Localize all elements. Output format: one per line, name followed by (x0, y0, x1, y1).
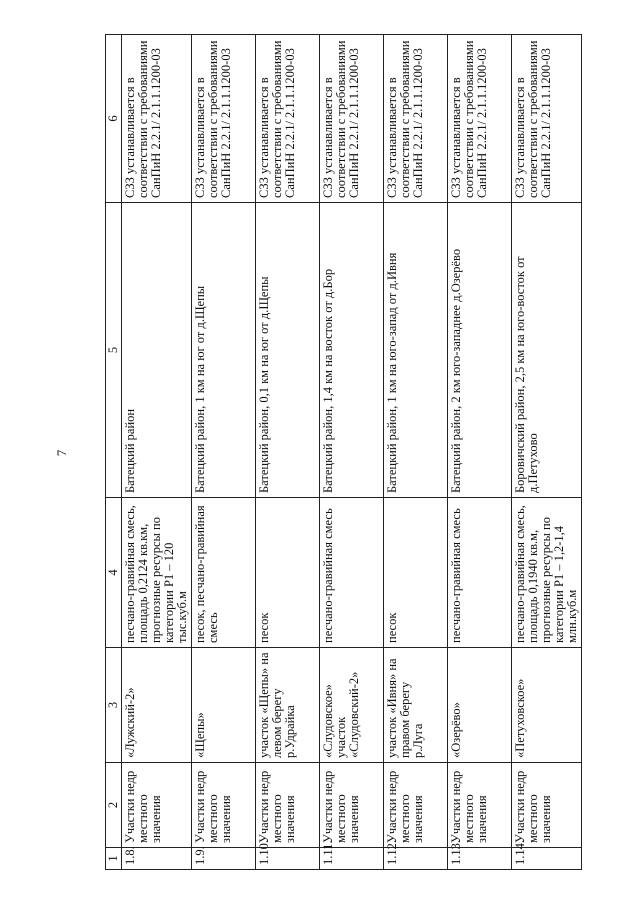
table-frame (105, 35, 579, 870)
table-row (384, 35, 448, 870)
header-cell: 4 (106, 498, 122, 648)
resource: песок (384, 498, 448, 648)
table-row (448, 35, 512, 870)
site-type: Участки недр местного значения (320, 763, 384, 848)
location: Батецкий район, 2 км юго-западнее д.Озерёво (448, 203, 512, 498)
header-row (106, 35, 122, 870)
szz-note: СЗЗ устанавливается в соответствии с требованиями СанПиН 2.2.1/ 2.1.1.1200-03 (384, 35, 448, 203)
location: Батецкий район (122, 203, 192, 498)
table-row (122, 35, 192, 870)
page-number: 7 (54, 449, 69, 457)
szz-note: СЗЗ устанавливается в соответствии с требованиями СанПиН 2.2.1/ 2.1.1.1200-03 (256, 35, 320, 203)
mineral-sites-table (105, 34, 582, 870)
row-number: 1.12. (384, 848, 448, 870)
site-name: участок «Щепы» на левом берегу р.Удрайка (256, 648, 320, 763)
location: Батецкий район, 1 км на юг от д.Щепы (192, 203, 256, 498)
site-type: Участки недр местного значения (512, 763, 582, 848)
header-cell: 5 (106, 203, 122, 498)
resource: песчано-гравийная смесь, площадь 0,2124 кв.км, прогнозные ресурсы по категории P1 – 120 тыс.куб.м (122, 498, 192, 648)
resource: песок, песчано-гравийная смесь (192, 498, 256, 648)
table-row (256, 35, 320, 870)
site-name: «Щепы» (192, 648, 256, 763)
site-name: «Слудовское» участок «Слудовский-2» (320, 648, 384, 763)
location: Батецкий район, 1,4 км на восток от д.Бор (320, 203, 384, 498)
szz-note: СЗЗ устанавливается в соответствии с требованиями СанПиН 2.2.1/ 2.1.1.1200-03 (320, 35, 384, 203)
row-number: 1.13. (448, 848, 512, 870)
row-number: 1.11. (320, 848, 384, 870)
table-row (512, 35, 582, 870)
szz-note: СЗЗ устанавливается в соответствии с требованиями СанПиН 2.2.1/ 2.1.1.1200-03 (448, 35, 512, 203)
resource: песчано-гравийная смесь, площадь 0,1940 кв.м, прогнозные ресурсы по категории P1 – 1,2-1,4 млн.куб.м (512, 498, 582, 648)
location: Батецкий район, 1 км на юго-запад от д.Ивня (384, 203, 448, 498)
site-type: Участки недр местного значения (448, 763, 512, 848)
site-type: Участки недр местного значения (192, 763, 256, 848)
szz-note: СЗЗ устанавливается в соответствии с требованиями СанПиН 2.2.1/ 2.1.1.1200-03 (122, 35, 192, 203)
site-name: «Петуховское» (512, 648, 582, 763)
header-cell: 1 (106, 848, 122, 870)
row-number: 1.9. (192, 848, 256, 870)
header-cell: 3 (106, 648, 122, 763)
site-name: «Озерёво» (448, 648, 512, 763)
site-name: «Лужский-2» (122, 648, 192, 763)
header-cell: 6 (106, 35, 122, 203)
location: Батецкий район, 0,1 км на юг от д.Щепы (256, 203, 320, 498)
site-name: участок «Ивня» на правом берегу р.Луга (384, 648, 448, 763)
site-type: Участки недр местного значения (384, 763, 448, 848)
resource: песчано-гравийная смесь (448, 498, 512, 648)
location: Боровичский район, 2,5 км на юго-восток от д.Петухово (512, 203, 582, 498)
site-type: Участки недр местного значения (256, 763, 320, 848)
table-row (192, 35, 256, 870)
szz-note: СЗЗ устанавливается в соответствии с требованиями СанПиН 2.2.1/ 2.1.1.1200-03 (192, 35, 256, 203)
row-number: 1.14. (512, 848, 582, 870)
szz-note: СЗЗ устанавливается в соответствии с требованиями СанПиН 2.2.1/ 2.1.1.1200-03 (512, 35, 582, 203)
row-number: 1.8. (122, 848, 192, 870)
site-type: Участки недр местного значения (122, 763, 192, 848)
resource: песчано-гравийная смесь (320, 498, 384, 648)
row-number: 1.10. (256, 848, 320, 870)
resource: песок (256, 498, 320, 648)
header-cell: 2 (106, 763, 122, 848)
rotated-table-container (105, 35, 579, 870)
table-row (320, 35, 384, 870)
